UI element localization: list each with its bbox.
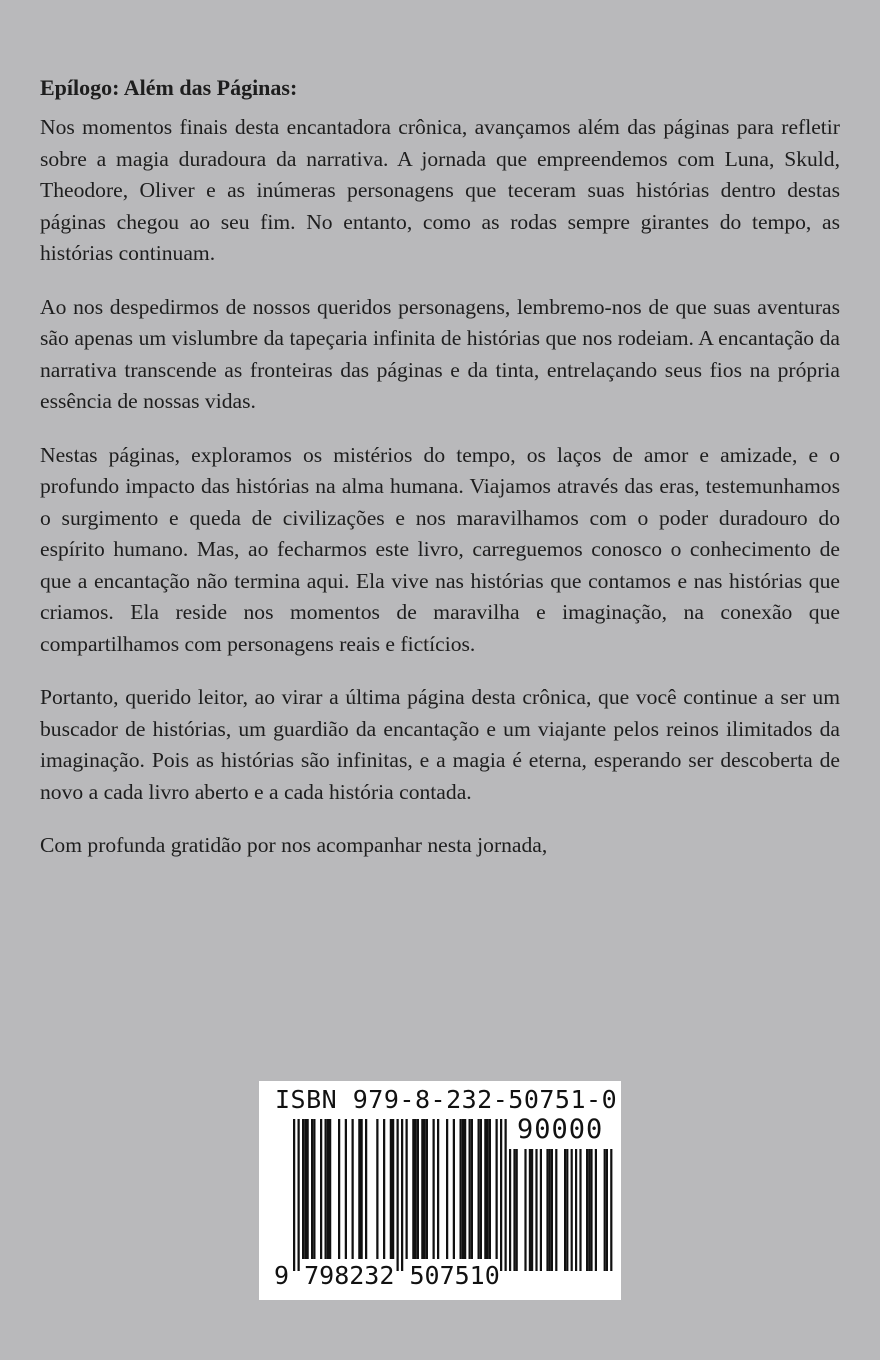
paragraph-1: Nos momentos finais desta encantadora crônica, avançamos além das páginas para refletir sobre a magia duradoura da narrativa. A jornada que empreendemos com Luna, Skuld, Theodore, Oliver e as inúmeras personagens que teceram suas histórias dentro destas páginas chegou ao seu fim. No entanto, como as rodas sempre girantes do tempo, as histórias continuam. bbox=[40, 115, 840, 265]
addon-bar bbox=[516, 1149, 518, 1271]
addon-bar bbox=[546, 1149, 548, 1271]
barcode-bar bbox=[361, 1119, 363, 1259]
barcode-bar bbox=[505, 1119, 507, 1271]
epilogue-text bbox=[40, 72, 840, 884]
addon-bar bbox=[524, 1149, 526, 1271]
barcode-bar bbox=[412, 1119, 414, 1259]
addon-bar bbox=[604, 1149, 606, 1271]
addon-bar bbox=[540, 1149, 542, 1271]
barcode-bar bbox=[376, 1119, 378, 1259]
barcode-bar bbox=[302, 1119, 304, 1259]
closing-line: Com profunda gratidão por nos acompanhar nesta jornada, bbox=[40, 833, 548, 857]
barcode-bar bbox=[298, 1119, 300, 1271]
barcode-bar bbox=[437, 1119, 439, 1259]
barcode-bar bbox=[471, 1119, 473, 1259]
addon-bar bbox=[531, 1149, 533, 1271]
addon-bar bbox=[564, 1149, 566, 1271]
price-code: 90000 bbox=[517, 1114, 604, 1145]
paragraph-4: Portanto, querido leitor, ao virar a última página desta crônica, que você continue a ser um buscador de histórias, um guardião da encantação e um viajante pelos reinos ilimitados da imaginação. Pois as histórias são infinitas, e a magia é eterna, esperando ser descoberta de novo a cada livro aberto e a cada história contada. bbox=[40, 685, 840, 804]
barcode-bar bbox=[460, 1119, 462, 1259]
addon-bar bbox=[535, 1149, 537, 1271]
addon-bar bbox=[549, 1149, 551, 1271]
paragraph-3: Nestas páginas, exploramos os mistérios do tempo, os laços de amor e amizade, e o profundo impacto das histórias na alma humana. Viajamos através das eras, testemunhamos o surgimento e queda de civilizações e nos maravilhamos com o poder duradouro do espírito humano. Mas, ao fecharmos este livro, carreguemos conosco o conhecimento de que a encantação não termina aqui. Ela vive nas histórias que contamos e nas histórias que criamos. Ela reside nos momentos de maravilha e imaginação, na conexão que compartilhamos com personagens reais e fictícios. bbox=[40, 442, 840, 656]
addon-bar bbox=[575, 1149, 577, 1271]
barcode-bar bbox=[345, 1119, 347, 1259]
barcode-bar bbox=[397, 1119, 399, 1271]
addon-bar bbox=[588, 1149, 590, 1271]
barcode-bar bbox=[304, 1119, 306, 1259]
epilogue-title: Epílogo: Além das Páginas: bbox=[40, 75, 298, 100]
barcode-bar bbox=[307, 1119, 309, 1259]
barcode-bar bbox=[358, 1119, 360, 1259]
isbn-label: ISBN 979-8-232-50751-0 bbox=[275, 1085, 618, 1114]
addon-bar bbox=[610, 1149, 612, 1271]
isbn-barcode bbox=[259, 1081, 621, 1300]
barcode-bar bbox=[480, 1119, 482, 1259]
addon-bar bbox=[606, 1149, 608, 1271]
barcode-bar bbox=[426, 1119, 428, 1259]
barcode-bar bbox=[293, 1119, 295, 1271]
ean-digits: 9 798232 507510 bbox=[274, 1261, 500, 1290]
addon-bar bbox=[513, 1149, 515, 1271]
barcode-bar bbox=[469, 1119, 471, 1259]
addon-bar bbox=[571, 1149, 573, 1271]
barcode-bar bbox=[406, 1119, 408, 1259]
barcode-bar bbox=[417, 1119, 419, 1259]
barcode-bar bbox=[383, 1119, 385, 1259]
barcode-bar bbox=[462, 1119, 464, 1259]
barcode-bar bbox=[484, 1119, 486, 1259]
barcode-bar bbox=[421, 1119, 423, 1259]
barcode-bar bbox=[424, 1119, 426, 1259]
barcode-bar bbox=[313, 1119, 315, 1259]
barcode-bar bbox=[352, 1119, 354, 1259]
barcode-bar bbox=[365, 1119, 367, 1259]
barcode-bar bbox=[401, 1119, 403, 1271]
barcode-bar bbox=[478, 1119, 480, 1259]
addon-bar bbox=[555, 1149, 557, 1271]
barcode-bar bbox=[489, 1119, 491, 1259]
barcode-bar bbox=[311, 1119, 313, 1259]
barcode-bar bbox=[464, 1119, 466, 1259]
paragraph-2: Ao nos despedirmos de nossos queridos personagens, lembremo-nos de que suas aventuras são apenas um vislumbre da tapeçaria infinita de histórias que nos rodeiam. A encantação da narrativa transcende as fronteiras das páginas e da tinta, entrelaçando seus fios na própria essência de nossas vidas. bbox=[40, 294, 840, 413]
addon-bar bbox=[529, 1149, 531, 1271]
barcode-bar bbox=[433, 1119, 435, 1259]
addon-bar bbox=[551, 1149, 553, 1271]
barcode-bar bbox=[325, 1119, 327, 1259]
addon-bar bbox=[595, 1149, 597, 1271]
barcode-bar bbox=[327, 1119, 329, 1259]
barcode-bar bbox=[329, 1119, 331, 1259]
addon-bar bbox=[579, 1149, 581, 1271]
barcode-bar bbox=[392, 1119, 394, 1259]
barcode-bar bbox=[446, 1119, 448, 1259]
addon-bar bbox=[509, 1149, 511, 1271]
barcode-bar bbox=[453, 1119, 455, 1259]
addon-bar bbox=[590, 1149, 592, 1271]
barcode-bar bbox=[320, 1119, 322, 1259]
barcode-bar bbox=[487, 1119, 489, 1259]
barcode-bar bbox=[338, 1119, 340, 1259]
barcode-bar bbox=[390, 1119, 392, 1259]
addon-bar bbox=[566, 1149, 568, 1271]
barcode-bar bbox=[496, 1119, 498, 1259]
barcode-bar bbox=[500, 1119, 502, 1271]
barcode-bar bbox=[415, 1119, 417, 1259]
addon-bar bbox=[586, 1149, 588, 1271]
